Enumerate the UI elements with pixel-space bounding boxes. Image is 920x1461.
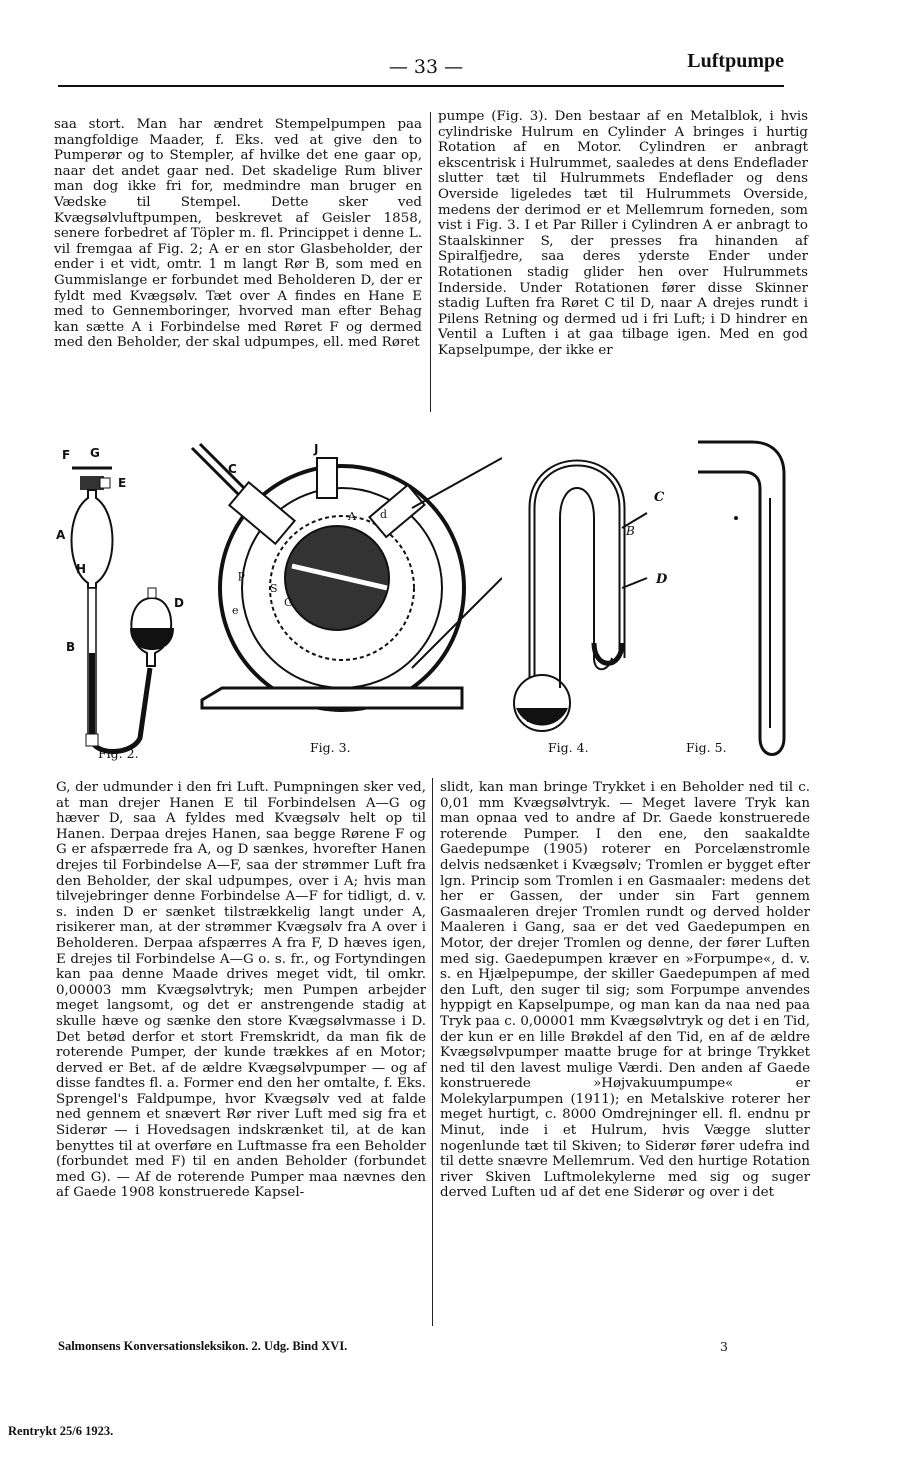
fig3-label-j: J [314,442,319,456]
fig3-label-a: A [348,510,356,523]
fig2-label-d: D [174,596,184,610]
fig2-label-f: F [62,448,71,462]
fig2-label-e: E [118,476,127,490]
column-divider-top [430,112,431,412]
column-top-left: saa stort. Man har ændret Stempelpumpen paa mangfoldige Maader, f. Eks. ved at give den to Pumperør og to Stempler, af hvilke det ene gaar op, naar det andet gaar ned. Det skadelige Rum bliver man dog ikke fri for, medmindre man bruger en Vædske til Stempel. Dette sker ved Kvægsølvluftpumpen, beskrevet af Geisler 1858, senere forbedret af Töpler m. fl. Princippet i denne L. vil fremgaa af Fig. 2; A er en stor Glasbeholder, der ender i et vidt, omtr. 1 m langt Rør B, som med en Gummislange er forbundet med Beholderen D, der er fyldt med Kvægsølv. Tæt over A findes en Hane E med to Gennemboringer, hvorved man efter Behag kan sætte A i Forbindelse med Røret F og dermed med den Beholder, der skal udpumpes, ell. med Røret [54,117,422,351]
fig4-label-a: A [528,710,539,726]
fig2-label-a: A [56,528,66,542]
fig3-label-d: d [380,508,388,521]
fig4-drawing [512,438,652,738]
fig4-label-b: B [626,524,635,538]
column-top-right: pumpe (Fig. 3). Den bestaar af en Metalblok, i hvis cylindriske Hulrum en Cylinder A bringes i hurtig Rotation af en Motor. Cylindren er anbragt ekscentrisk i Hulrummet, saaledes at dens Endeflader slutter tæt til Hulrummets Endeflader og dens Overside ligeledes tæt til Hulrummets Overside, medens der derimod er et Mellemrum forneden, som vist i Fig. 3. I et Par Riller i Cylindren A er anbragt to Staalskinner S, der presses fra hinanden af Spiralfjedre, saa deres yderste Ender under Rotationen stadig glider hen over Hulrummets Inderside. Under Rotationen fører disse Skinner stadig Luften fra Røret C til D, naar A drejes rundt i Pilens Retning og dermed ud i fri Luft; i D hindrer en Ventil a Luften i at gaa tilbage igen. Med en god Kapselpumpe, der ikke er [438,109,808,358]
running-title: Luftpumpe [687,50,784,72]
fig3-label-p: p [238,568,246,581]
column-bottom-right: slidt, kan man bringe Trykket i en Beholder ned til c. 0,01 mm Kvægsølvtryk. — Meget lavere Tryk kan man opnaa ved to andre af Dr. Gaede konstruerede roterende Pumper. I den ene, den saakaldte Gaedepumpe (1905) roterer en Porcelænstromle delvis nedsænket i Kvægsølv; Tromlen er bygget efter lgn. Princip som Tromlen i en Gasmaaler: medens det her er Gassen, der under sin Fart gennem Gasmaaleren drejer Tromlen rundt og derved holder Maaleren i Gang, saa er det ved Gaedepumpen en Motor, der drejer Tromlen og denne, der fører Luften med sig. Gaedepumpen kræver en »Forpumpe«, d. v. s. en Hjælpepumpe, der skiller Gaedepumpen af med den Luft, den suger til sig; som Forpumpe anvendes hyppigt en Kapselpumpe, og man kan da naa ned paa Tryk paa c. 0,00001 mm Kvægsølvtryk og det i en Tid, der kun er en lille Brøkdel af den Tid, en af de ældre Kvægsølvpumper maatte bruge for at bringe Trykket ned til den lavest mulige Værdi. Den anden af Gaede konstruerede »Højvakuumpumpe« er Molekylarpumpen (1911); en Metalskive roterer her meget hurtigt, c. 8000 Omdrejninger ell. fl. endnu pr Minut, inde i et Hulrum, hvis Vægge slutter nogenlunde tæt til Skiven; to Siderør fører udefra ind til dette snævre Mellemrum. Ved den hurtige Rotation river Skiven Luftmolekylerne med sig og suger derved Luften ud af det ene Siderør og over i det [440,780,810,1201]
figure-area [52,438,812,768]
fig5-caption: Fig. 5. [686,740,727,755]
fig2-label-b: B [66,640,76,654]
fig4-caption: Fig. 4. [548,740,589,755]
fig4-label-d: D [656,572,668,587]
reprint-note: Rentrykt 25/6 1923. [8,1424,114,1438]
column-divider-bottom [432,778,433,1326]
fig3-label-g: G [284,596,293,609]
fig4-label-c: C [654,490,665,505]
footer-source: Salmonsens Konversationsleksikon. 2. Udg. Bind XVI. [58,1339,348,1353]
fig3-caption: Fig. 3. [310,740,351,755]
fig3-label-e: e [232,604,239,617]
fig2-label-h: H [76,562,87,576]
fig2-caption: Fig. 2. [98,746,139,761]
header-rule [58,85,784,87]
fig3-label-c: C [228,462,237,476]
footer-sheet-number: 3 [720,1339,728,1354]
fig5-drawing [692,438,812,768]
page-number: — 33 — [388,56,464,78]
fig3-drawing [182,438,502,738]
fig2-label-g: G [90,446,100,460]
column-bottom-left: G, der udmunder i den fri Luft. Pumpningen sker ved, at man drejer Hanen E til Forbindelsen A—G og hæver D, saa A fyldes med Kvægsølv helt op til Hanen. Derpaa drejes Hanen, saa begge Rørene F og G er afspærrede fra A, og D sænkes, hvorefter Hanen drejes til Forbindelse A—F, saa der strømmer Luft fra den Beholder, der skal udpumpes, over i A; hvis man tilvejebringer denne Forbindelse A—F for tidligt, d. v. s. inden D er sænket tilstrækkelig langt under A, risikerer man, at der strømmer Kvægsølv fra A over i Beholderen. Derpaa afspærres A fra F, D hæves igen, E drejes til Forbindelse A—G o. s. fr., og Fortyndingen kan paa denne Maade drives meget vidt, til omkr. 0,00003 mm Kvægsølvtryk; men Pumpen arbejder meget langsomt, og det er anstrengende stadig at skulle hæve og sænke den store Kvægsølvmasse i D. Det betød derfor et stort Fremskridt, da man fik de roterende Pumper, der kunde trækkes af en Motor; derved er Bet. af de ældre Kvægsølvpumper — og af disse fandtes fl. a. Former end den her omtalte, f. Eks. Sprengel's Faldpumpe, hvor Kvægsølv ved at falde ned gennem et snævert Rør river Luft med sig fra et Siderør — i Hovedsagen indskrænket til, at de kan benyttes til at overføre en Luftmasse fra een Beholder (forbundet med F) til en anden Beholder (forbundet med G). — Af de roterende Pumper maa nævnes den af Gaede 1908 konstruerede Kapsel- [56,780,426,1201]
fig3-label-s: S [270,582,278,595]
